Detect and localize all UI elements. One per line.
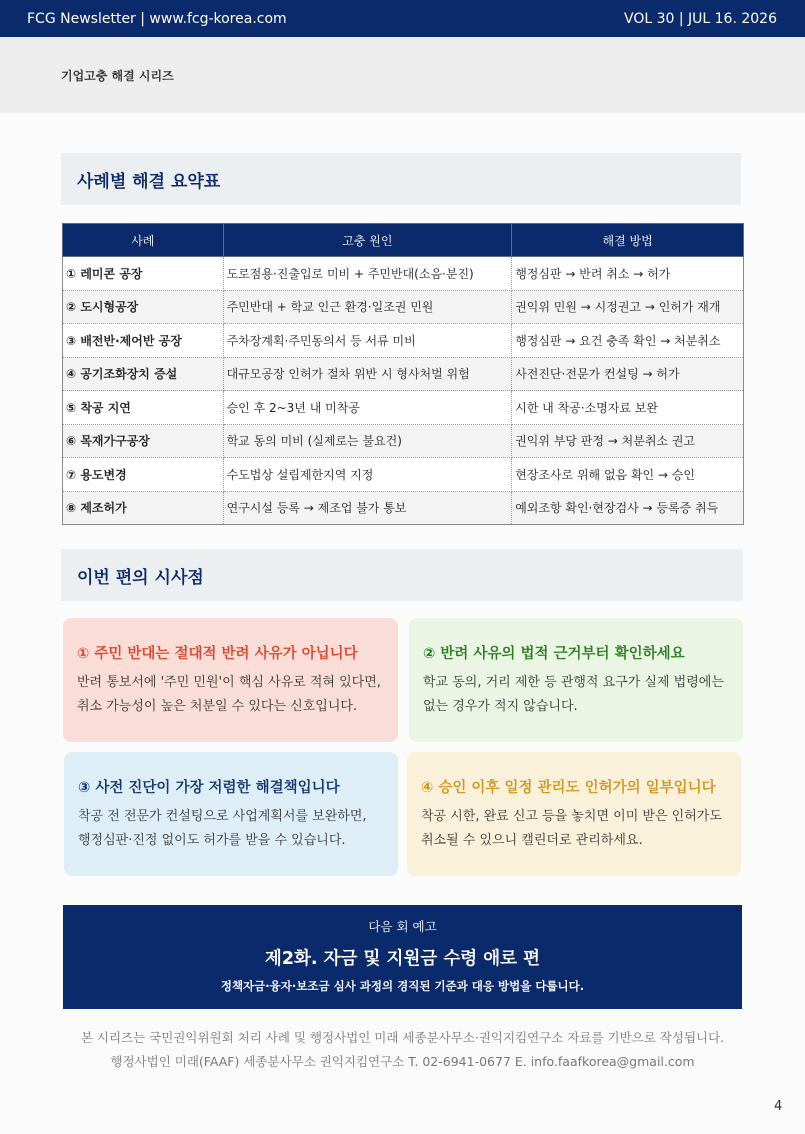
solution-cell: 시한 내 착공·소명자료 보완 — [512, 391, 744, 425]
cause-cell: 수도법상 설립제한지역 지정 — [223, 458, 512, 492]
column-header: 고충 원인 — [223, 224, 512, 257]
case-cell: ③ 배전반·제어반 공장 — [63, 324, 224, 358]
table-row — [63, 357, 744, 391]
next-issue-preview — [63, 905, 742, 1009]
table-header-row — [63, 224, 744, 257]
table-row — [63, 290, 744, 324]
card-body — [77, 671, 384, 719]
issue-date-label: VOL 30 | JUL 16. 2026 — [623, 10, 777, 27]
implication-card — [409, 618, 743, 742]
implication-card — [64, 752, 398, 876]
card-title: ① 주민 반대는 절대적 반려 사유가 아닙니다 — [77, 646, 358, 662]
card-body-line: 행정심판·진정 없이도 허가를 받을 수 있습니다. — [78, 833, 346, 848]
cause-cell: 주차장계획·주민동의서 등 서류 미비 — [223, 324, 512, 358]
card-body-line: 착공 전 전문가 컨설팅으로 사업계획서를 보완하면, — [78, 809, 367, 824]
preview-title: 제2화. 자금 및 지원금 수령 애로 편 — [264, 949, 541, 969]
solution-cell: 행정심판 → 반려 취소 → 허가 — [512, 257, 744, 291]
section-title-implications: 이번 편의 시사점 — [61, 549, 743, 601]
card-title: ③ 사전 진단이 가장 저렴한 해결책입니다 — [78, 780, 340, 796]
card-body — [423, 671, 729, 719]
card-body — [78, 805, 384, 853]
cause-cell: 승인 후 2~3년 내 미착공 — [223, 391, 512, 425]
card-body-line: 취소 가능성이 높은 처분일 수 있다는 신호입니다. — [77, 699, 358, 714]
newsletter-header-bar — [0, 0, 805, 37]
card-body-line: 반려 통보서에 '주민 민원'이 핵심 사유로 적혀 있다면, — [77, 675, 381, 690]
card-title: ② 반려 사유의 법적 근거부터 확인하세요 — [423, 646, 685, 662]
cause-cell: 학교 동의 미비 (실제로는 불요건) — [223, 424, 512, 458]
preview-description: 정책자금·융자·보조금 심사 과정의 경직된 기준과 대응 방법을 다룹니다. — [220, 979, 585, 993]
solution-cell: 권익위 민원 → 시정권고 → 인허가 재개 — [512, 290, 744, 324]
card-body-line: 취소될 수 있으니 캘린더로 관리하세요. — [421, 833, 643, 848]
table-row — [63, 257, 744, 291]
case-cell: ⑦ 용도변경 — [63, 458, 224, 492]
source-note: 본 시리즈는 국민권익위원회 처리 사례 및 행정사법인 미래 세종분사무소·권익지킴연구소 자료를 기반으로 작성됩니다. — [80, 1030, 725, 1045]
case-cell: ⑤ 착공 지연 — [63, 391, 224, 425]
cause-cell: 도로점용·진출입로 미비 + 주민반대(소음·분진) — [223, 257, 512, 291]
table-row — [63, 391, 744, 425]
preview-label: 다음 회 예고 — [368, 919, 437, 934]
table-row — [63, 324, 744, 358]
table-row — [63, 424, 744, 458]
solution-cell: 행정심판 → 요건 충족 확인 → 처분취소 — [512, 324, 744, 358]
card-body-line: 학교 동의, 거리 제한 등 관행적 요구가 실제 법령에는 — [423, 675, 724, 690]
case-cell: ⑥ 목재가구공장 — [63, 424, 224, 458]
series-title: 기업고충 해결 시리즈 — [61, 69, 174, 83]
page-number: 4 — [774, 1099, 783, 1114]
series-bar — [0, 37, 805, 113]
column-header: 해결 방법 — [512, 224, 744, 257]
solution-cell: 사전진단·전문가 컨설팅 → 허가 — [512, 357, 744, 391]
case-cell: ⑧ 제조허가 — [63, 491, 224, 525]
case-cell: ② 도시형공장 — [63, 290, 224, 324]
column-header: 사례 — [63, 224, 224, 257]
card-body — [421, 805, 727, 853]
newsletter-site-label: FCG Newsletter | www.fcg-korea.com — [27, 10, 287, 27]
solution-cell: 예외조항 확인·현장검사 → 등록증 취득 — [512, 491, 744, 525]
cause-cell: 대규모공장 인허가 절차 위반 시 형사처벌 위험 — [223, 357, 512, 391]
implication-card — [407, 752, 741, 876]
cause-cell: 연구시설 등록 → 제조업 불가 통보 — [223, 491, 512, 525]
summary-table — [62, 223, 744, 525]
contact-note: 행정사법인 미래(FAAF) 세종분사무소 권익지킴연구소 T. 02-6941-0677 E. info.faafkorea@gmail.com — [110, 1054, 695, 1069]
table-row — [63, 491, 744, 525]
section-title-summary: 사례별 해결 요약표 — [61, 153, 741, 205]
implication-card — [63, 618, 398, 742]
solution-cell: 권익위 부당 판정 → 처분취소 권고 — [512, 424, 744, 458]
case-cell: ① 레미콘 공장 — [63, 257, 224, 291]
solution-cell: 현장조사로 위해 없음 확인 → 승인 — [512, 458, 744, 492]
card-body-line: 착공 시한, 완료 신고 등을 놓치면 이미 받은 인허가도 — [421, 809, 722, 824]
case-cell: ④ 공기조화장치 증설 — [63, 357, 224, 391]
card-body-line: 없는 경우가 적지 않습니다. — [423, 699, 578, 714]
cause-cell: 주민반대 + 학교 인근 환경·일조권 민원 — [223, 290, 512, 324]
card-title: ④ 승인 이후 일정 관리도 인허가의 일부입니다 — [421, 780, 716, 796]
table-row — [63, 458, 744, 492]
